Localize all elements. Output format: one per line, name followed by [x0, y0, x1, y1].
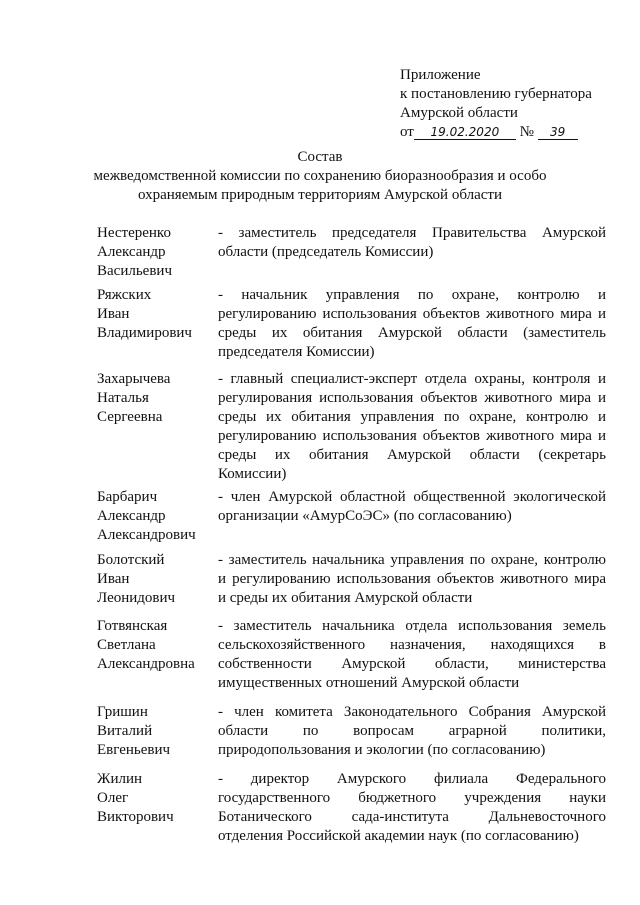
member-role-line: - член комитета Законодательного Собрания Амурской — [218, 704, 606, 720]
member-role-line: среды их обитания Амурской области (заместитель — [218, 325, 606, 341]
member-role-line: среды их обитания Амурской области (секретарь — [218, 447, 606, 463]
member-role — [218, 286, 606, 362]
appendix-line: Приложение — [400, 67, 481, 83]
member-name-line: Гришин — [97, 704, 148, 720]
member-name — [97, 617, 217, 674]
member-role — [218, 770, 606, 846]
member-role-line: области (председатель Комиссии) — [218, 244, 434, 260]
member-name-line: Александр — [97, 508, 166, 524]
handwritten-date: 19.02.2020 — [414, 125, 516, 140]
member-role-line: - заместитель начальника отдела использования земель — [218, 618, 606, 634]
member-name-line: Александрович — [97, 527, 196, 543]
member-role-line: сельскохозяйственного назначения, находящихся в — [218, 637, 606, 653]
member-name-line: Евгеньевич — [97, 742, 171, 758]
member-role-line: организации «АмурСоЭС» (по согласованию) — [218, 508, 512, 524]
member-name-line: Васильевич — [97, 263, 172, 279]
member-role — [218, 703, 606, 760]
member-name — [97, 488, 217, 545]
number-prefix: № — [519, 124, 534, 140]
member-name-line: Нестеренко — [97, 225, 171, 241]
member-role-line: отделения Российской академии наук (по согласованию) — [218, 828, 579, 844]
member-role-line: - заместитель начальника управления по охране, контролю — [218, 552, 606, 568]
member-name-line: Владимирович — [97, 325, 192, 341]
member-role-line: Комиссии) — [218, 466, 287, 482]
member-role-line: регулированию использования объектов животного мира и — [218, 428, 606, 444]
member-role-line: области по вопросам аграрной политики, — [218, 723, 606, 739]
member-name-line: Олег — [97, 790, 129, 806]
member-role-line: государственного бюджетного учреждения науки — [218, 790, 606, 806]
member-name-line: Ряжских — [97, 287, 152, 303]
member-role-line: регулирования использования объектов животного мира и — [218, 390, 606, 406]
member-name — [97, 703, 217, 760]
handwritten-number: 39 — [538, 125, 578, 140]
member-role-line: - начальник управления по охране, контролю и — [218, 287, 606, 303]
member-role-line: председателя Комиссии) — [218, 344, 375, 360]
title-line: межведомственной комиссии по сохранению биоразнообразия и особо — [93, 168, 547, 184]
member-name-line: Жилин — [97, 771, 143, 787]
appendix-date-line — [400, 123, 630, 142]
member-role-line: - член Амурской областной общественной экологической — [218, 489, 606, 505]
member-name-line: Готвянская — [97, 618, 168, 634]
member-role-line: - главный специалист-эксперт отдела охраны, контроля и — [218, 371, 606, 387]
member-name — [97, 286, 217, 343]
member-role — [218, 551, 606, 608]
member-name-line: Александр — [97, 244, 166, 260]
member-role — [218, 488, 606, 526]
member-role-line: и среды их обитания Амурской области — [218, 590, 473, 606]
member-role-line: природопользования и экологии (по согласованию) — [218, 742, 546, 758]
member-role-line: и регулированию использования объектов животного мира — [218, 571, 606, 587]
member-name-line: Барбарич — [97, 489, 158, 505]
member-role — [218, 617, 606, 693]
member-name-line: Иван — [97, 306, 130, 322]
document-title — [40, 148, 600, 205]
appendix-block — [400, 66, 630, 142]
member-name-line: Леонидович — [97, 590, 176, 606]
date-prefix: от — [400, 124, 414, 140]
member-name — [97, 370, 217, 427]
member-name-line: Викторович — [97, 809, 174, 825]
member-name — [97, 551, 217, 608]
member-name-line: Светлана — [97, 637, 156, 653]
member-name-line: Александровна — [97, 656, 195, 672]
member-name-line: Виталий — [97, 723, 153, 739]
member-role-line: собственности Амурской области, министерства — [218, 656, 606, 672]
member-name-line: Наталья — [97, 390, 149, 406]
member-role — [218, 370, 606, 484]
member-role-line: регулированию использования объектов животного мира и — [218, 306, 606, 322]
appendix-line: Амурской области — [400, 105, 518, 121]
member-role-line: среды их обитания управления по охране, контролю и — [218, 409, 606, 425]
title-line: охраняемым природным территориям Амурской области — [138, 187, 502, 203]
appendix-line: к постановлению губернатора — [400, 86, 592, 102]
member-role-line: - заместитель председателя Правительства Амурской — [218, 225, 606, 241]
member-role — [218, 224, 606, 262]
member-name — [97, 224, 217, 281]
member-name-line: Сергеевна — [97, 409, 163, 425]
member-role-line: - директор Амурского филиала Федерального — [218, 771, 606, 787]
member-name-line: Захарычева — [97, 371, 171, 387]
member-name-line: Болотский — [97, 552, 165, 568]
member-role-line: Ботанического сада-института Дальневосточного — [218, 809, 606, 825]
member-role-line: имущественных отношений Амурской области — [218, 675, 520, 691]
title-line: Состав — [297, 149, 343, 165]
member-name-line: Иван — [97, 571, 130, 587]
member-name — [97, 770, 217, 827]
